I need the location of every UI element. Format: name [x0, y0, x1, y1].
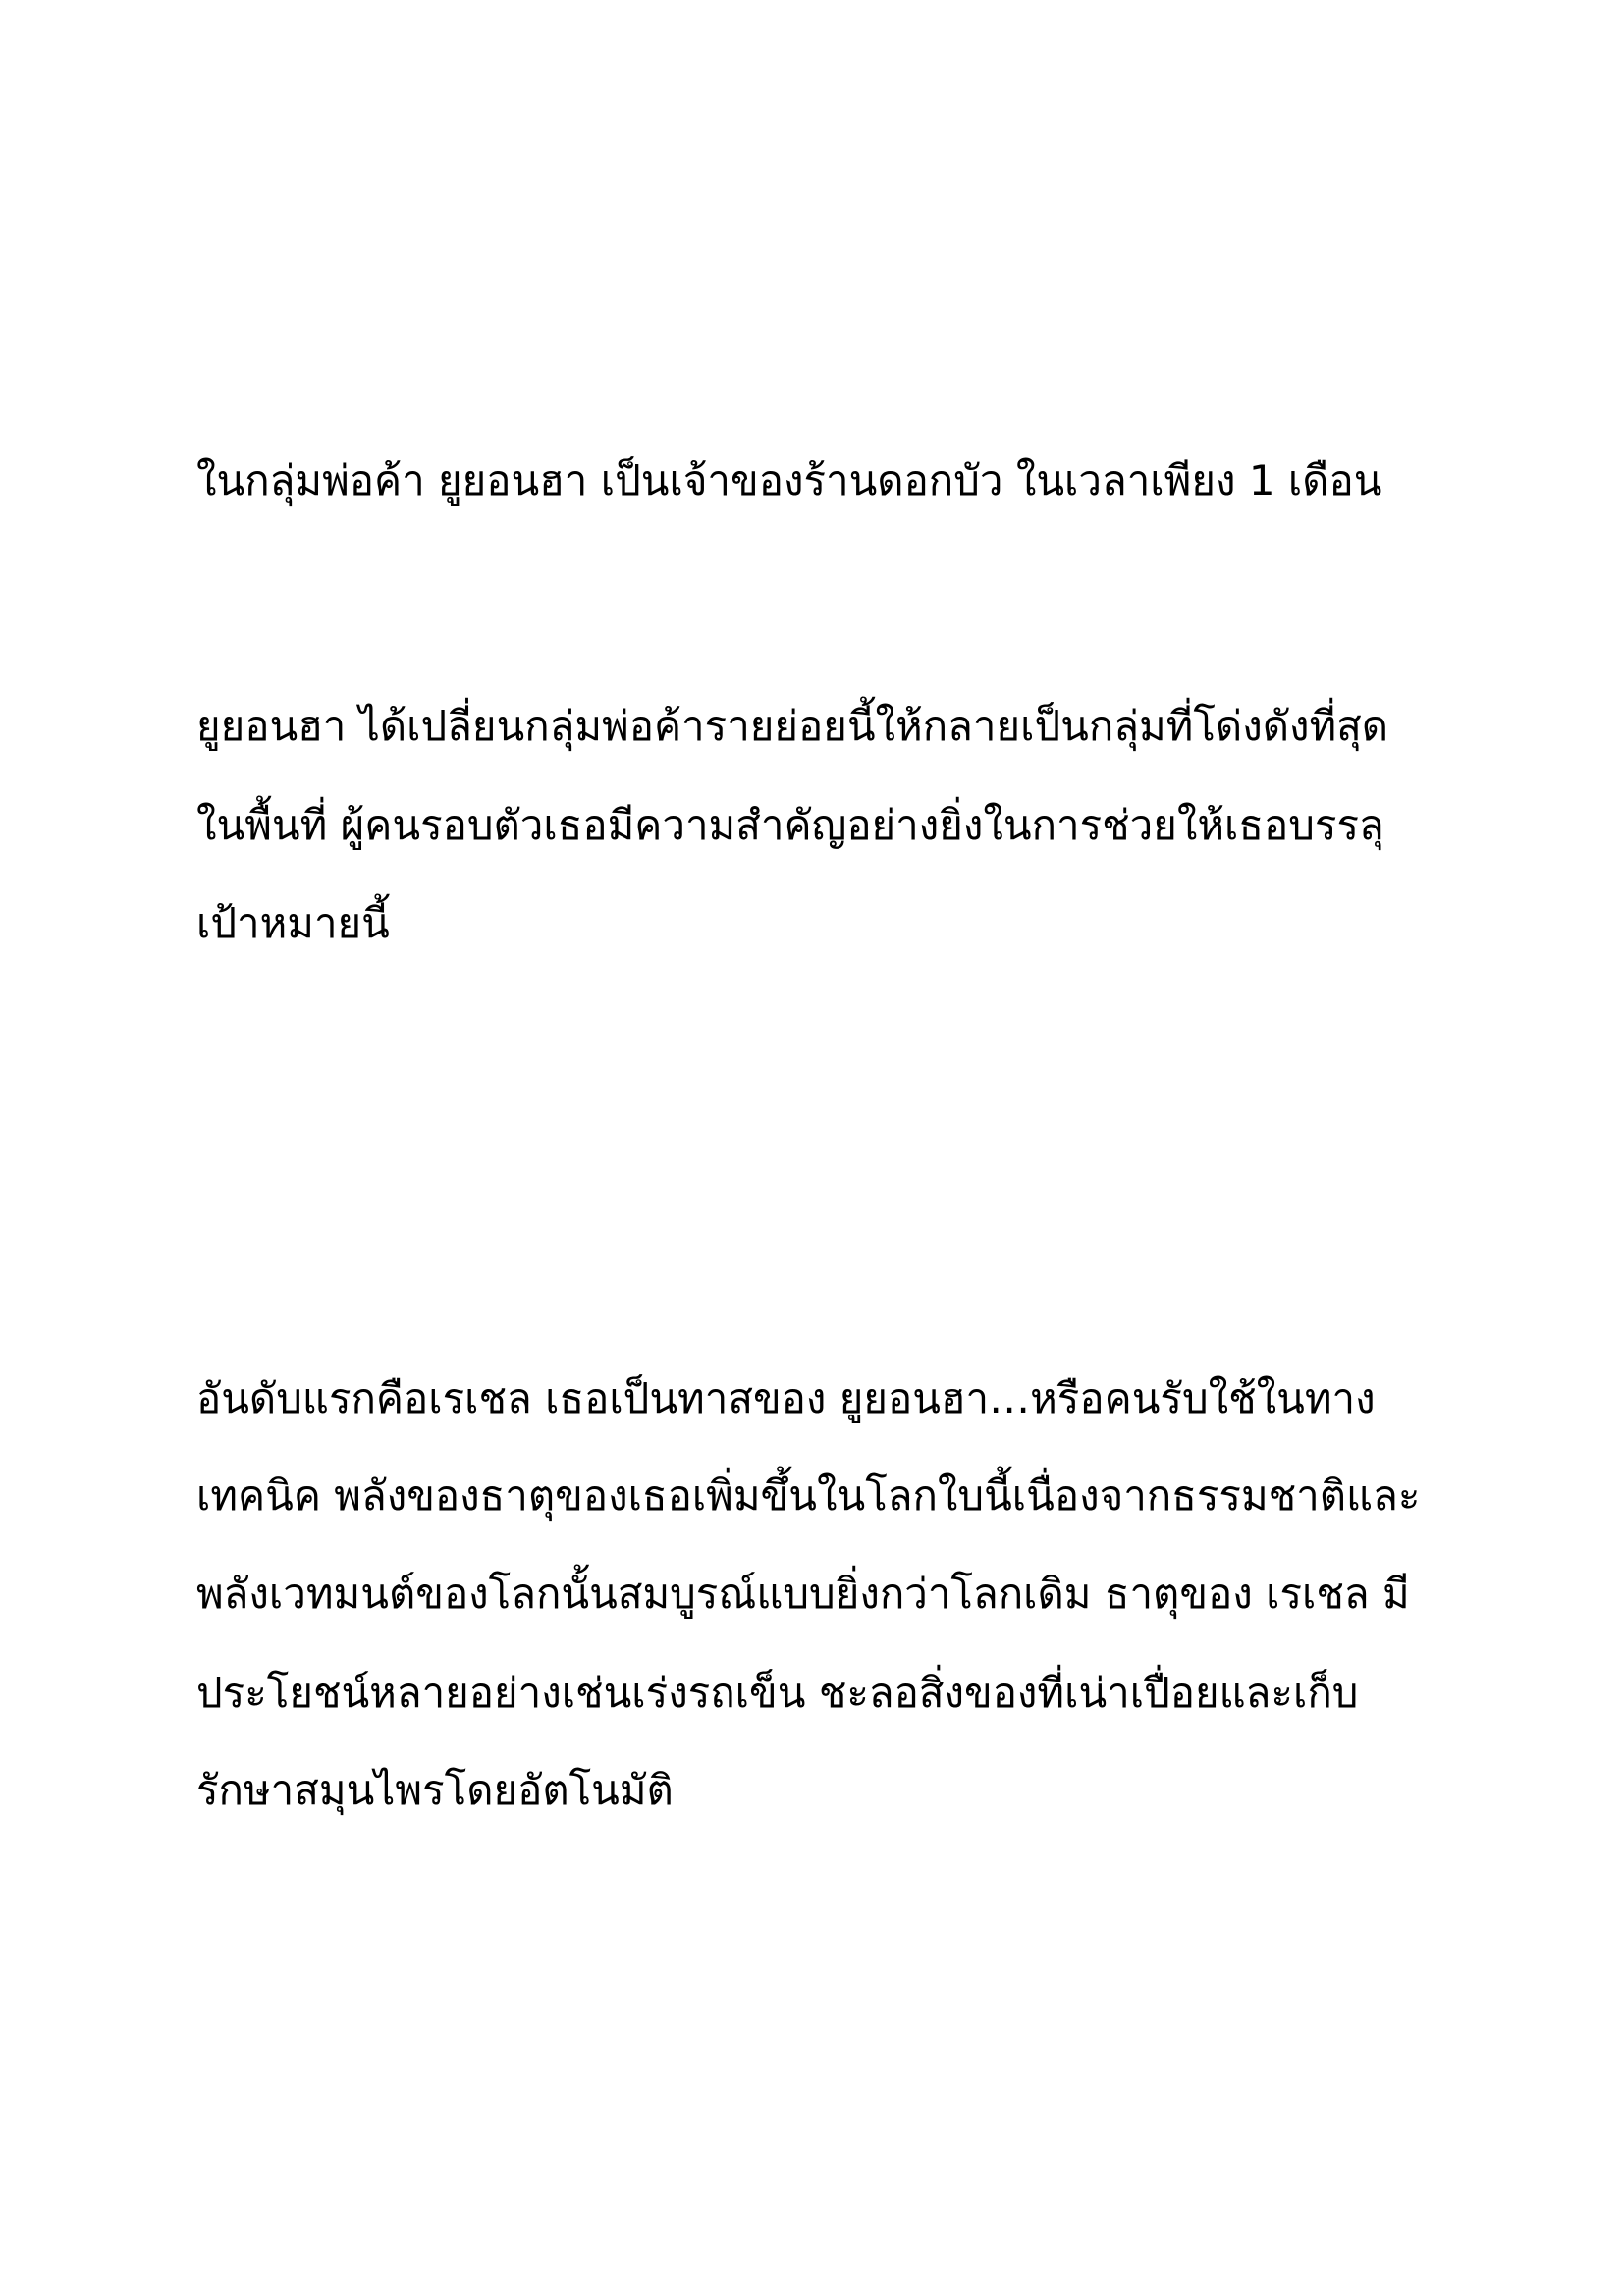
paragraph-2-line-2: ในพื้นที่ ผู้คนรอบตัวเธอมีความสำคัญอย่างยิ่งในการช่วยให้เธอบรรลุ	[196, 801, 1384, 849]
paragraph-3-line-4: ประโยชน์หลายอย่างเช่นเร่งรถเข็น ชะลอสิ่งของที่เน่าเปื่อยและเก็บ	[196, 1669, 1359, 1717]
paragraph-3-line-3: พลังเวทมนต์ของโลกนั้นสมบูรณ์แบบยิ่งกว่าโลกเดิม ธาตุของ เรเชล มี	[196, 1570, 1410, 1618]
paragraph-2-line-1: ยูยอนฮา ได้เปลี่ยนกลุ่มพ่อค้ารายย่อยนี้ให้กลายเป็นกลุ่มที่โด่งดังที่สุด	[196, 702, 1389, 750]
paragraph-3-line-2: เทคนิค พลังของธาตุของเธอเพิ่มขึ้นในโลกใบนี้เนื่องจากธรรมชาติและ	[196, 1471, 1421, 1520]
paragraph-3-line-1: อันดับแรกคือเรเชล เธอเป็นทาสของ ยูยอนฮา…หรือคนรับใช้ในทาง	[196, 1374, 1376, 1422]
paragraph-1-line-1: ในกลุ่มพ่อค้า ยูยอนฮา เป็นเจ้าของร้านดอกบัว ในเวลาเพียง 1 เดือน	[196, 456, 1382, 505]
paragraph-3-line-5: รักษาสมุนไพรโดยอัตโนมัติ	[196, 1766, 674, 1814]
paragraph-2-line-3: เป้าหมายนี้	[196, 899, 390, 947]
